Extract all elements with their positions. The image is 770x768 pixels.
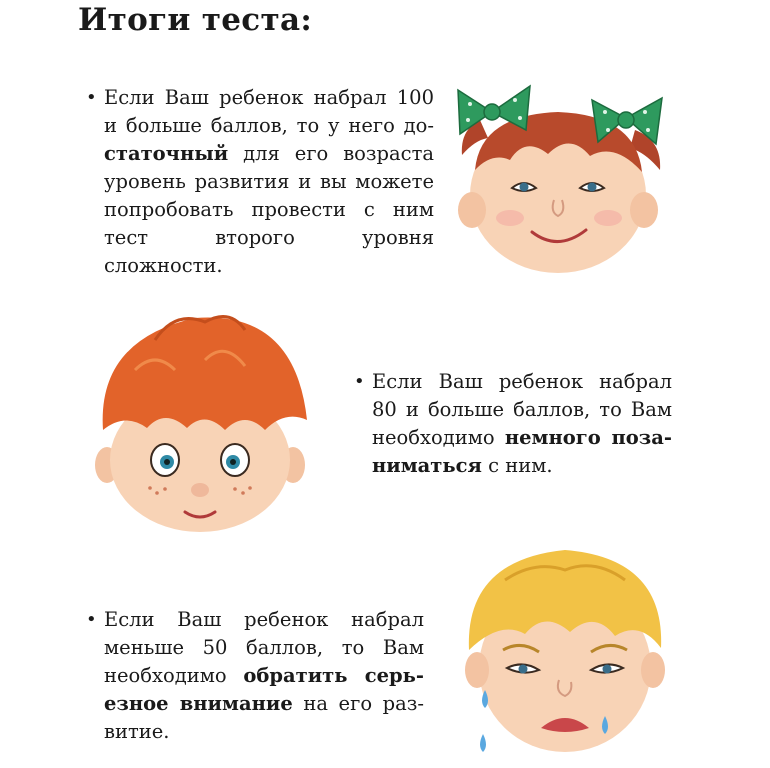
result-text xyxy=(372,368,672,480)
bullet-dot: • xyxy=(86,87,97,108)
result-text-post: на его развитие. xyxy=(104,692,424,743)
result-item-80 xyxy=(354,368,672,480)
boy-face-icon xyxy=(95,300,315,540)
result-text-pre: Если Ваш ребенок набрал меньше 50 баллов, то Вам необходимо xyxy=(104,608,424,687)
result-item-100 xyxy=(86,84,434,280)
result-text-post: для его возраста уровень развития и вы можете попробовать провести с ним тест второго уровня сложности. xyxy=(104,142,434,277)
page-title: Итоги теста: xyxy=(78,2,313,38)
result-item-50 xyxy=(86,606,424,746)
result-text-pre: Если Ваш ребенок набрал 100 и больше баллов, то у него до xyxy=(104,86,434,137)
result-text-pre: Если Ваш ребенок набрал 80 и больше баллов, то Вам необходимо xyxy=(372,370,672,449)
result-text-bold: обратить серьезное внимание xyxy=(104,664,424,715)
crying-boy-face-icon xyxy=(455,540,675,762)
result-text xyxy=(104,84,434,280)
result-text xyxy=(104,606,424,746)
result-text-bold: статочный xyxy=(104,142,229,165)
bullet-dot: • xyxy=(354,371,365,392)
bullet-dot: • xyxy=(86,609,97,630)
result-text-post: с ним. xyxy=(481,454,553,477)
result-text-bold: немного позаниматься xyxy=(372,426,672,477)
happy-girl-face-icon xyxy=(440,60,680,280)
